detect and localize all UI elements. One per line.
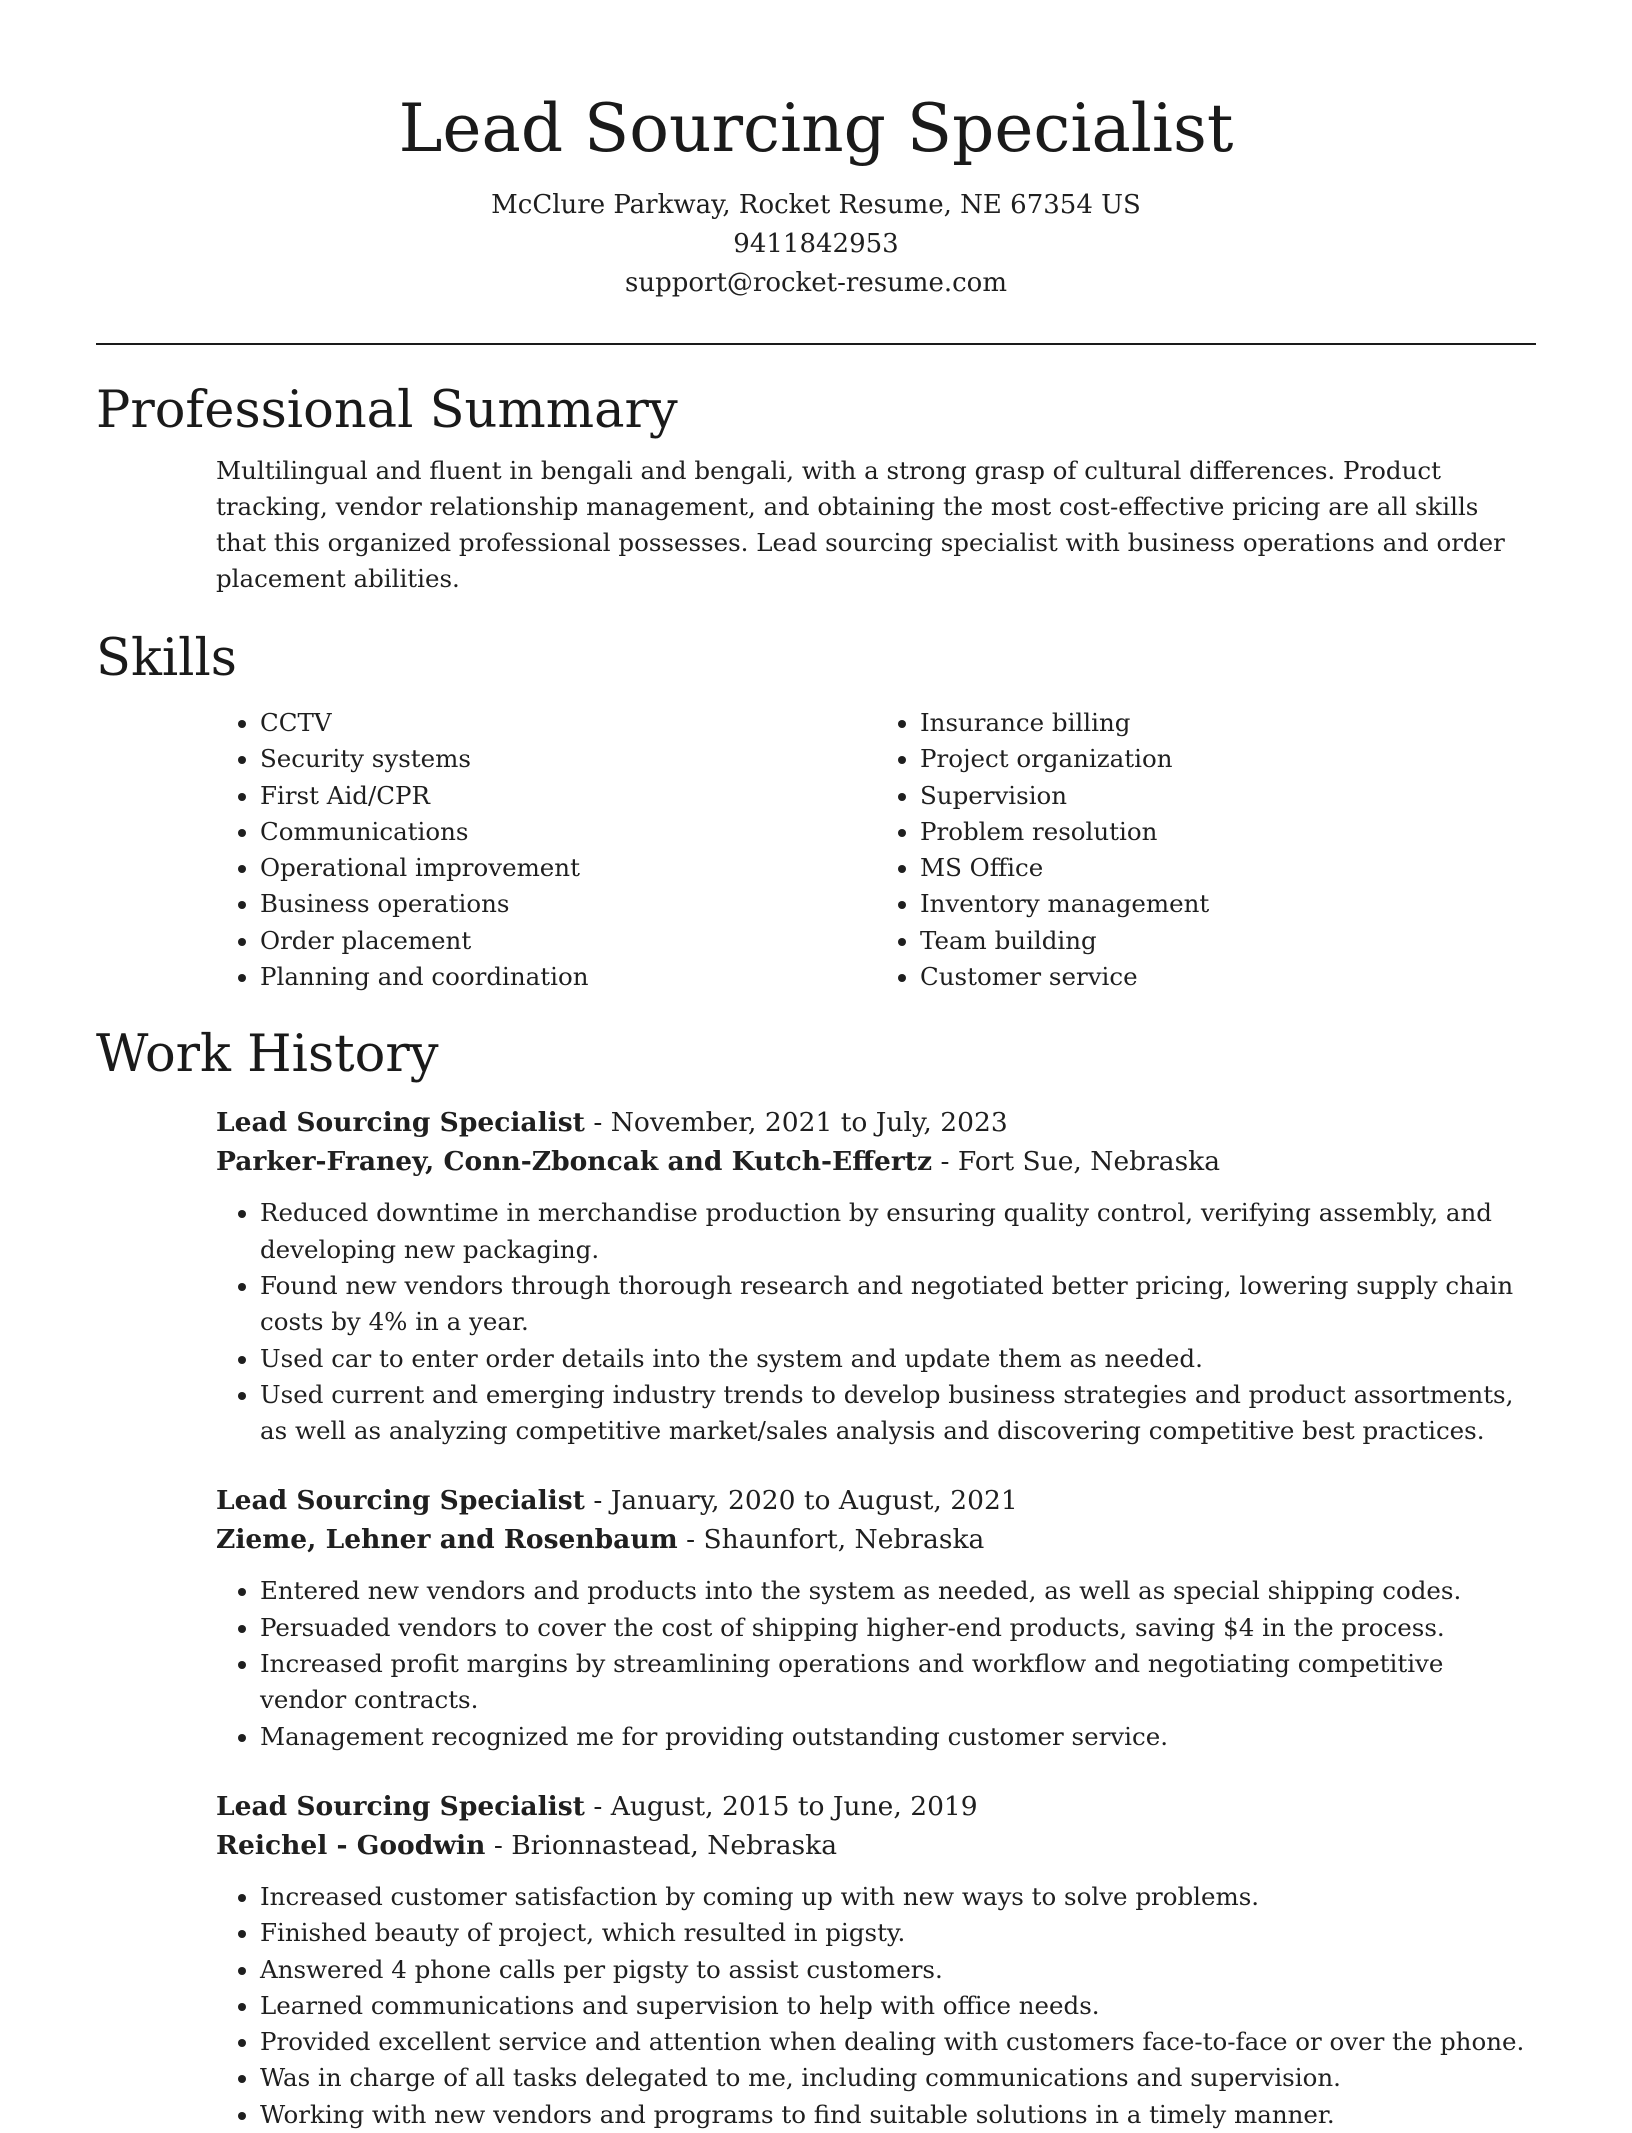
job-company: Parker-Franey, Conn-Zboncak and Kutch-Effertz bbox=[216, 1146, 933, 1178]
skill-item: • First Aid/CPR bbox=[260, 778, 876, 814]
summary-heading: Professional Summary bbox=[96, 381, 678, 440]
skill-item: • Business operations bbox=[260, 886, 876, 922]
skills-list-right bbox=[876, 705, 1536, 995]
skill-item: • Insurance billing bbox=[920, 705, 1536, 741]
skills-list-left bbox=[216, 705, 876, 995]
job-title-line: Lead Sourcing Specialist - January, 2020 to August, 2021 bbox=[216, 1485, 1018, 1517]
skill-item: • Problem resolution bbox=[920, 814, 1536, 850]
skill-item: • Communications bbox=[260, 814, 876, 850]
job-role: Lead Sourcing Specialist bbox=[216, 1790, 585, 1822]
job-bullets bbox=[216, 1573, 1536, 1754]
job-bullet: • Used current and emerging industry trends to develop business strategies and product assortments, as well as analyzing competitive market/sales analysis and discovering competitive best practices. bbox=[260, 1377, 1536, 1450]
skill-item: • Planning and coordination bbox=[260, 959, 876, 995]
contact-phone: 9411842953 bbox=[733, 229, 899, 259]
skill-item: • CCTV bbox=[260, 705, 876, 741]
skill-item: • Order placement bbox=[260, 923, 876, 959]
job-role: Lead Sourcing Specialist bbox=[216, 1107, 585, 1139]
job-bullet: • Increased profit margins by streamlining operations and workflow and negotiating competitive vendor contracts. bbox=[260, 1646, 1536, 1719]
skill-item: • Team building bbox=[920, 923, 1536, 959]
skills-heading: Skills bbox=[96, 629, 237, 688]
skill-item: • Project organization bbox=[920, 741, 1536, 777]
header-divider bbox=[96, 343, 1536, 345]
skill-item: • Operational improvement bbox=[260, 850, 876, 886]
skill-item: • Customer service bbox=[920, 959, 1536, 995]
skill-item: • Supervision bbox=[920, 778, 1536, 814]
job-company: Reichel - Goodwin bbox=[216, 1829, 486, 1861]
job-bullet: • Provided excellent service and attention when dealing with customers face-to-face or over the phone. bbox=[260, 2024, 1536, 2060]
job-bullets bbox=[216, 1195, 1536, 1449]
job-role: Lead Sourcing Specialist bbox=[216, 1485, 585, 1517]
job-bullets bbox=[216, 1879, 1536, 2133]
job-company-line: Zieme, Lehner and Rosenbaum - Shaunfort, Nebraska bbox=[216, 1524, 985, 1556]
skill-item: • MS Office bbox=[920, 850, 1536, 886]
job-company-line: Parker-Franey, Conn-Zboncak and Kutch-Effertz - Fort Sue, Nebraska bbox=[216, 1146, 1221, 1178]
job-bullet: • Was in charge of all tasks delegated to me, including communications and supervision. bbox=[260, 2060, 1536, 2096]
job-title-line: Lead Sourcing Specialist - August, 2015 to June, 2019 bbox=[216, 1790, 978, 1822]
job-bullet: • Increased customer satisfaction by coming up with new ways to solve problems. bbox=[260, 1879, 1536, 1915]
work-history-heading: Work History bbox=[96, 1025, 439, 1085]
contact-email: support@rocket-resume.com bbox=[624, 268, 1007, 298]
job-location: Brionnastead, Nebraska bbox=[511, 1829, 838, 1861]
job-bullet: • Working with new vendors and programs to find suitable solutions in a timely manner. bbox=[260, 2097, 1536, 2133]
job-bullet: • Used car to enter order details into the system and update them as needed. bbox=[260, 1341, 1536, 1377]
skill-item: • Security systems bbox=[260, 741, 876, 777]
resume-page bbox=[96, 0, 1536, 2133]
job-entry bbox=[216, 1481, 1536, 1754]
job-dates: August, 2015 to June, 2019 bbox=[610, 1790, 978, 1822]
job-bullet: • Management recognized me for providing outstanding customer service. bbox=[260, 1719, 1536, 1755]
job-company-line: Reichel - Goodwin - Brionnastead, Nebraska bbox=[216, 1829, 838, 1861]
job-bullet: • Answered 4 phone calls per pigsty to assist customers. bbox=[260, 1952, 1536, 1988]
job-bullet: • Persuaded vendors to cover the cost of shipping higher-end products, saving $4 in the process. bbox=[260, 1610, 1536, 1646]
summary-text: Multilingual and fluent in bengali and bengali, with a strong grasp of cultural differences. Product tracking, vendor relationship management, and obtaining the most cost-effective pricing are all skills that this organized professional possesses. Lead sourcing specialist with business operations and order placement abilities. bbox=[216, 456, 1505, 593]
job-title-line: Lead Sourcing Specialist - November, 2021 to July, 2023 bbox=[216, 1107, 1008, 1139]
contact-block bbox=[96, 186, 1536, 303]
job-bullet: • Finished beauty of project, which resulted in pigsty. bbox=[260, 1915, 1536, 1951]
skills-columns bbox=[216, 705, 1536, 995]
job-entry bbox=[216, 1103, 1536, 1449]
job-company: Zieme, Lehner and Rosenbaum bbox=[216, 1524, 678, 1556]
job-bullet: • Reduced downtime in merchandise production by ensuring quality control, verifying assembly, and developing new packaging. bbox=[260, 1195, 1536, 1268]
resume-name: Lead Sourcing Specialist bbox=[398, 90, 1234, 167]
job-bullet: • Found new vendors through thorough research and negotiated better pricing, lowering supply chain costs by 4% in a year. bbox=[260, 1268, 1536, 1341]
job-bullet: • Entered new vendors and products into the system as needed, as well as special shipping codes. bbox=[260, 1573, 1536, 1609]
job-dates: November, 2021 to July, 2023 bbox=[610, 1107, 1008, 1139]
job-dates: January, 2020 to August, 2021 bbox=[610, 1485, 1018, 1517]
skill-item: • Inventory management bbox=[920, 886, 1536, 922]
job-entry bbox=[216, 1787, 1536, 2133]
resume-header bbox=[96, 0, 1536, 303]
job-location: Fort Sue, Nebraska bbox=[957, 1146, 1221, 1178]
job-location: Shaunfort, Nebraska bbox=[703, 1524, 985, 1556]
job-bullet: • Learned communications and supervision to help with office needs. bbox=[260, 1988, 1536, 2024]
contact-address: McClure Parkway, Rocket Resume, NE 67354 US bbox=[491, 190, 1141, 220]
